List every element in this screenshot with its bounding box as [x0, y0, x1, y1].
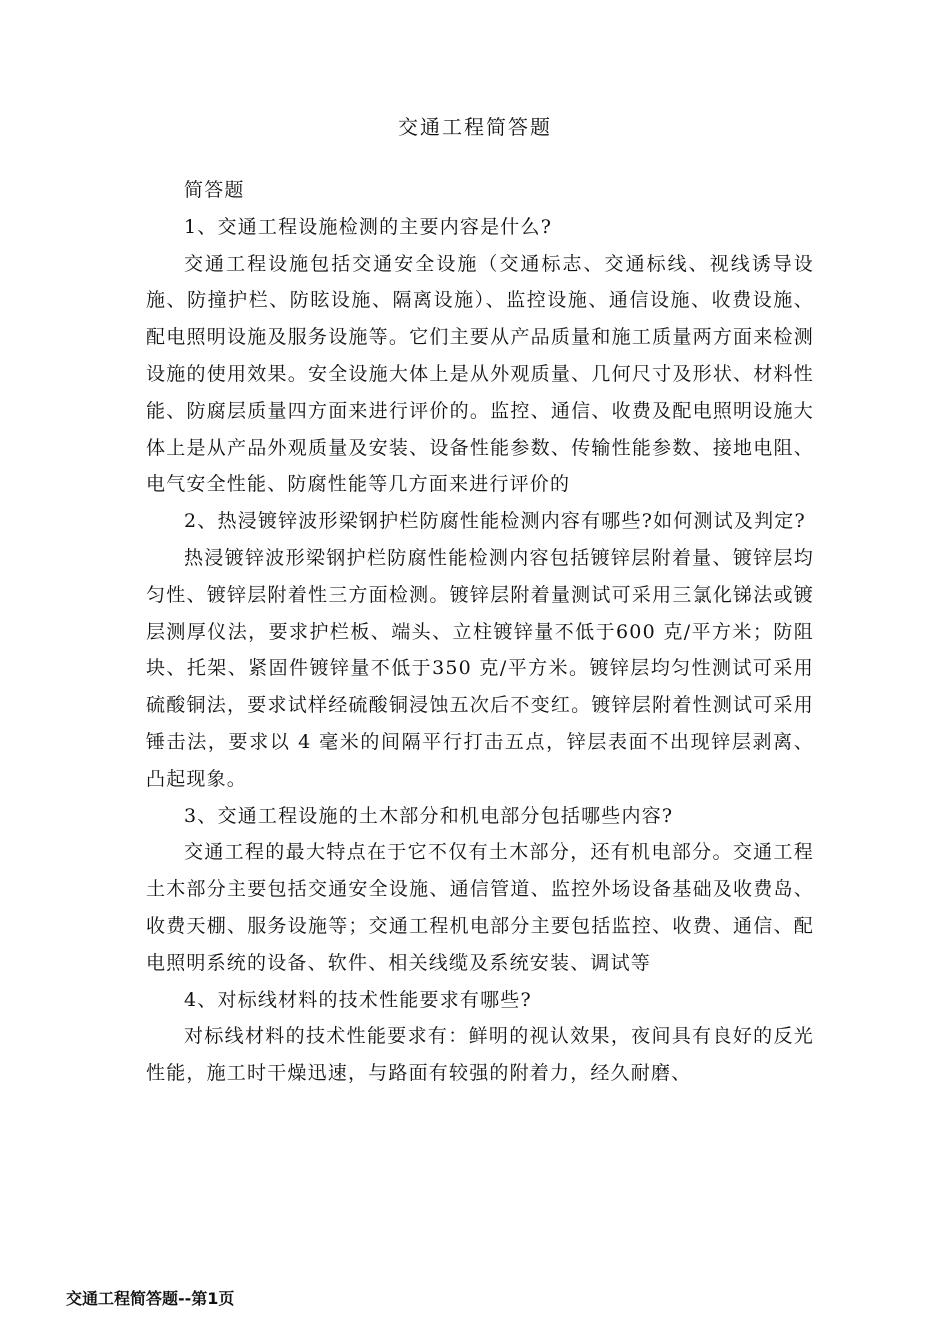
answer-3: 交通工程的最大特点在于它不仅有土木部分，还有机电部分。交通工程土木部分主要包括交通安全设施、通信管道、监控外场设备基础及收费岛、收费天棚、服务设施等；交通工程机电部分主要包括监控、收费、通信、配电照明系统的设备、软件、相关线缆及系统安装、调试等: [146, 841, 814, 974]
page-footer: 交通工程简答题--第1页: [66, 1289, 235, 1308]
question-3: 3、交通工程设施的土木部分和机电部分包括哪些内容?: [184, 804, 674, 827]
document-body: [146, 172, 814, 1092]
question-4: 4、对标线材料的技术性能要求有哪些?: [184, 988, 532, 1011]
answer-1: 交通工程设施包括交通安全设施（交通标志、交通标线、视线诱导设施、防撞护栏、防眩设施、隔离设施）、监控设施、通信设施、收费设施、配电照明设施及服务设施等。它们主要从产品质量和施工质量两方面来检测设施的使用效果。安全设施大体上是从外观质量、几何尺寸及形状、材料性能、防腐层质量四方面来进行评价的。监控、通信、收费及配电照明设施大体上是从产品外观质量及安装、设备性能参数、传输性能参数、接地电阻、电气安全性能、防腐性能等几方面来进行评价的: [146, 252, 814, 496]
document-title: 交通工程简答题: [398, 115, 552, 139]
answer-4: 对标线材料的技术性能要求有：鲜明的视认效果，夜间具有良好的反光性能，施工时干燥迅速，与路面有较强的附着力，经久耐磨、: [146, 1025, 814, 1085]
question-2: 2、热浸镀锌波形梁钢护栏防腐性能检测内容有哪些?如何测试及判定?: [184, 510, 806, 533]
answer-2: 热浸镀锌波形梁钢护栏防腐性能检测内容包括镀锌层附着量、镀锌层均匀性、镀锌层附着性三方面检测。镀锌层附着量测试可采用三氯化锑法或镀层测厚仪法，要求护栏板、端头、立柱镀锌量不低于600 克/平方米；防阻块、托架、紧固件镀锌量不低于350 克/平方米。镀锌层均匀性测试可采用硫酸铜法，要求试样经硫酸铜浸蚀五次后不变红。镀锌层附着性测试可采用锤击法，要求以 4 毫米的间隔平行打击五点，锌层表面不出现锌层剥离、凸起现象。: [146, 546, 814, 790]
question-1: 1、交通工程设施检测的主要内容是什么?: [184, 215, 553, 238]
section-heading: 简答题: [184, 179, 245, 201]
